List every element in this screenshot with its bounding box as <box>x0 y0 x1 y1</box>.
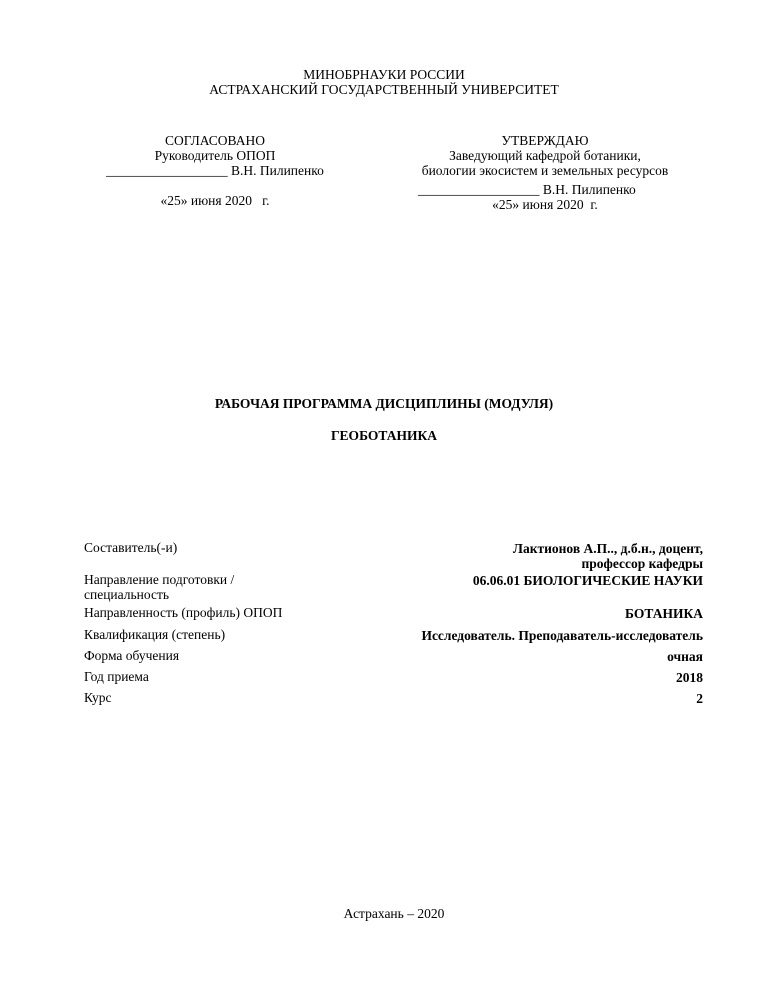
ministry-name: МИНОБРНАУКИ РОССИИ <box>303 67 465 82</box>
discipline-title: ГЕОБОТАНИКА <box>330 428 438 443</box>
author-label: Составитель(-и) <box>84 540 178 555</box>
form-value: очная <box>667 649 703 664</box>
program-title: РАБОЧАЯ ПРОГРАММА ДИСЦИПЛИНЫ (МОДУЛЯ) <box>214 396 554 411</box>
approval-right-role-line1: Заведующий кафедрой ботаники, <box>449 148 641 163</box>
direction-label-line1: Направление подготовки / <box>84 572 235 587</box>
footer-city-year: Астрахань – 2020 <box>343 906 445 921</box>
approval-left-signature: __________________ В.Н. Пилипенко <box>106 163 324 178</box>
course-label: Курс <box>84 690 112 705</box>
approval-right-heading: УТВЕРЖДАЮ <box>501 133 589 148</box>
approval-left-date: «25» июня 2020 г. <box>160 193 270 208</box>
approval-right-role-line2: биологии экосистем и земельных ресурсов <box>421 163 669 178</box>
approval-right-date: «25» июня 2020 г. <box>492 197 598 212</box>
qualification-label: Квалификация (степень) <box>84 627 226 642</box>
qualification-value: Исследователь. Преподаватель-исследователь <box>421 628 703 643</box>
course-value: 2 <box>696 691 703 706</box>
author-value-line1: Лактионов А.П.., д.б.н., доцент, <box>512 541 703 556</box>
approval-right-signature: __________________ В.Н. Пилипенко <box>418 182 636 197</box>
approval-left-block <box>70 133 360 208</box>
direction-label <box>84 572 234 602</box>
approval-left-heading: СОГЛАСОВАНО <box>165 133 265 148</box>
header <box>0 67 768 97</box>
direction-label-line2: специальность <box>84 587 170 602</box>
university-name: АСТРАХАНСКИЙ ГОСУДАРСТВЕННЫЙ УНИВЕРСИТЕТ <box>209 82 559 97</box>
profile-label: Направленность (профиль) ОПОП <box>84 605 283 620</box>
form-label: Форма обучения <box>84 648 180 663</box>
year-label: Год приема <box>84 669 149 684</box>
direction-value: 06.06.01 БИОЛОГИЧЕСКИЕ НАУКИ <box>472 573 703 588</box>
year-value: 2018 <box>676 670 703 685</box>
approval-right-block <box>380 133 710 178</box>
author-value-line2: профессор кафедры <box>581 556 703 571</box>
profile-value: БОТАНИКА <box>625 606 703 621</box>
approval-left-role: Руководитель ОПОП <box>154 148 276 163</box>
author-value <box>300 541 703 571</box>
